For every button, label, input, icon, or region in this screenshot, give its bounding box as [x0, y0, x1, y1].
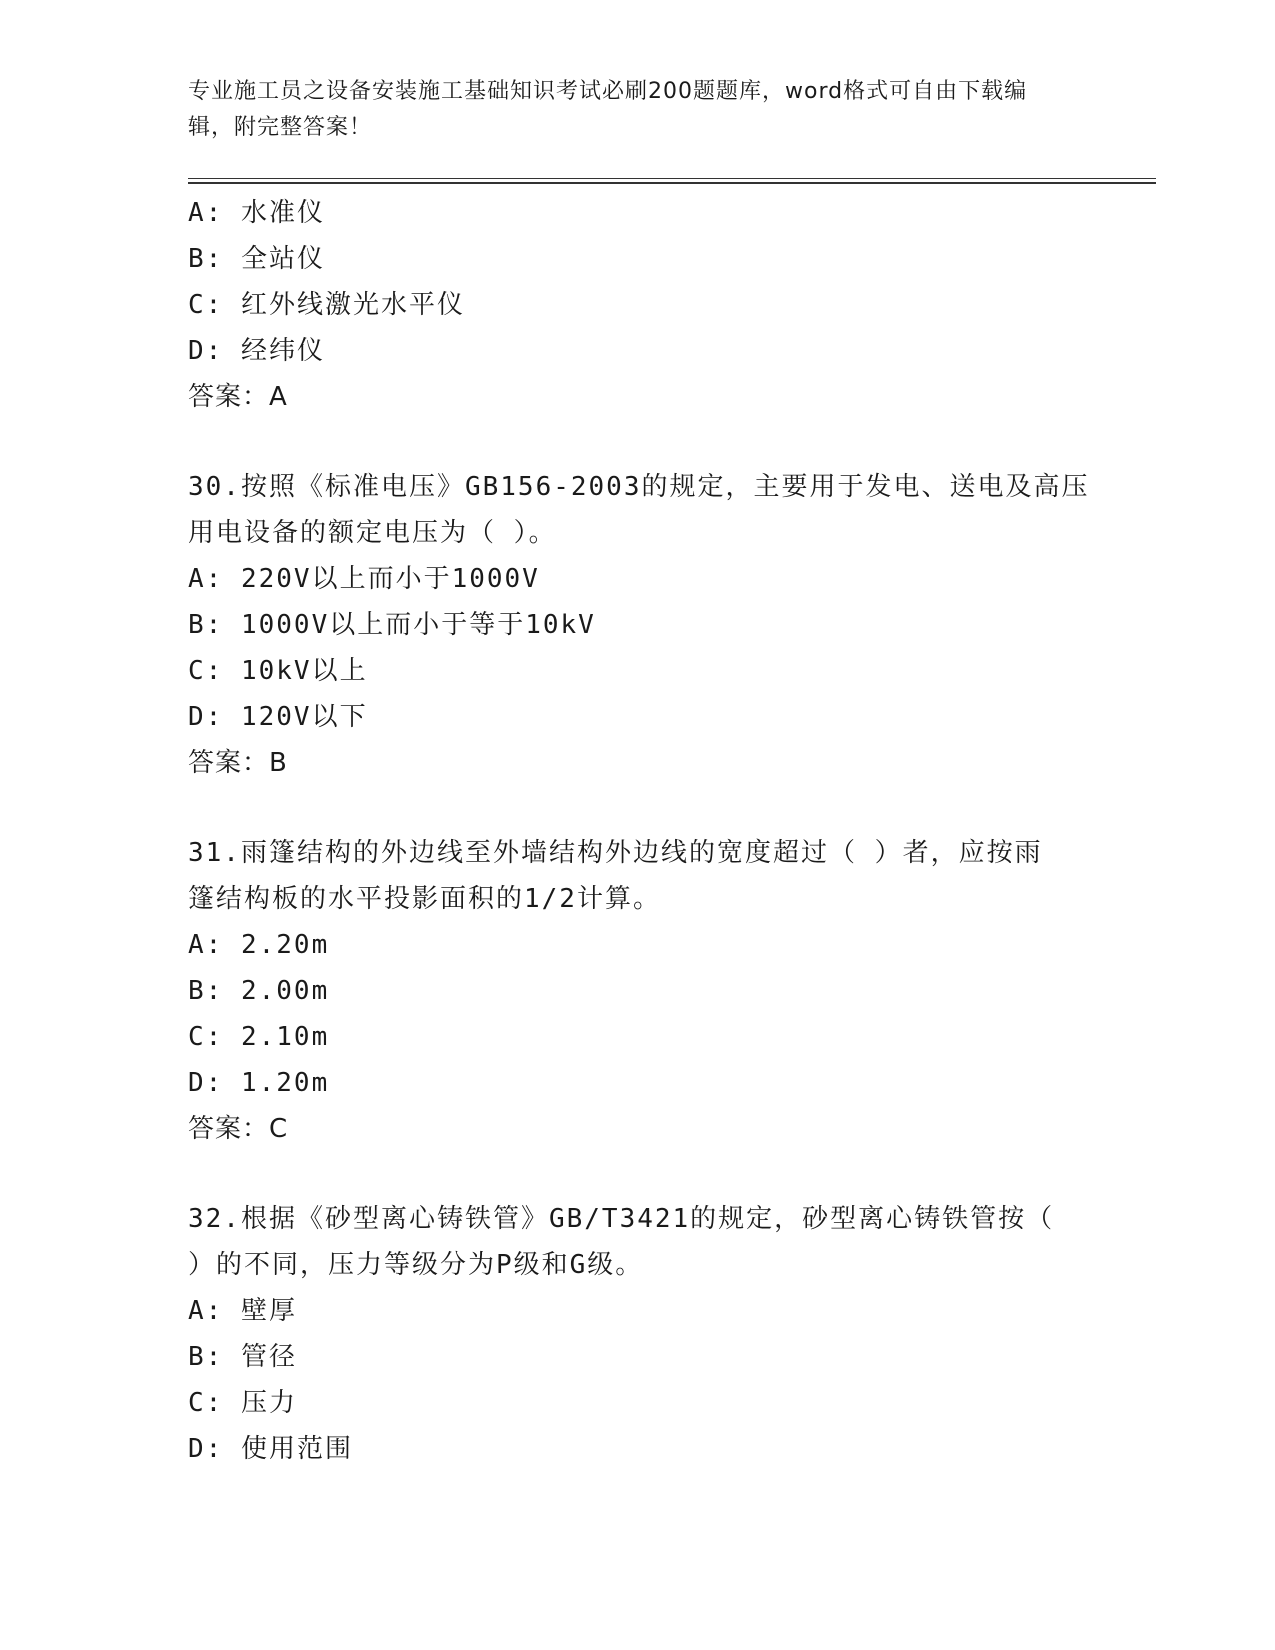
option-a: A: 220V以上而小于1000V: [188, 564, 540, 594]
answer-line: 答案：C: [188, 1114, 289, 1144]
question-29: [188, 190, 1088, 420]
question-stem: ）的不同，压力等级分为P级和G级。: [188, 1250, 644, 1280]
question-30: [188, 464, 1088, 786]
question-32: [188, 1196, 1088, 1472]
option-c: C: 压力: [188, 1388, 297, 1418]
answer-line: 答案：A: [188, 382, 288, 412]
question-stem: 篷结构板的水平投影面积的1/2计算。: [188, 884, 661, 914]
spacer: [188, 1152, 1088, 1196]
header-divider-thick: [188, 182, 1156, 184]
question-31: [188, 830, 1088, 1152]
option-c: C: 10kV以上: [188, 656, 368, 686]
question-stem: 30.按照《标准电压》GB156-2003的规定，主要用于发电、送电及高压: [188, 472, 1090, 502]
option-c: C: 2.10m: [188, 1022, 330, 1052]
option-b: B: 2.00m: [188, 976, 330, 1006]
page-header-title: 专业施工员之设备安装施工基础知识考试必刷200题题库，word格式可自由下载编辑，附完整答案！: [188, 79, 1028, 140]
question-stem: 32.根据《砂型离心铸铁管》GB/T3421的规定，砂型离心铸铁管按（: [188, 1204, 1055, 1234]
option-d: D: 1.20m: [188, 1068, 330, 1098]
option-a: A: 2.20m: [188, 930, 330, 960]
spacer: [188, 420, 1088, 464]
question-stem: 用电设备的额定电压为（ ）。: [188, 518, 557, 548]
option-d: D: 经纬仪: [188, 336, 325, 366]
option-b: B: 管径: [188, 1342, 297, 1372]
option-a: A: 水准仪: [188, 198, 325, 228]
option-a: A: 壁厚: [188, 1296, 297, 1326]
option-c: C: 红外线激光水平仪: [188, 290, 465, 320]
option-b: B: 全站仪: [188, 244, 325, 274]
question-content: [188, 190, 1088, 1472]
option-d: D: 120V以下: [188, 702, 368, 732]
option-b: B: 1000V以上而小于等于10kV: [188, 610, 596, 640]
question-stem: 31.雨篷结构的外边线至外墙结构外边线的宽度超过（ ）者，应按雨: [188, 838, 1043, 868]
spacer: [188, 786, 1088, 830]
header-divider-thin: [188, 178, 1156, 179]
option-d: D: 使用范围: [188, 1434, 353, 1464]
answer-line: 答案：B: [188, 748, 288, 778]
